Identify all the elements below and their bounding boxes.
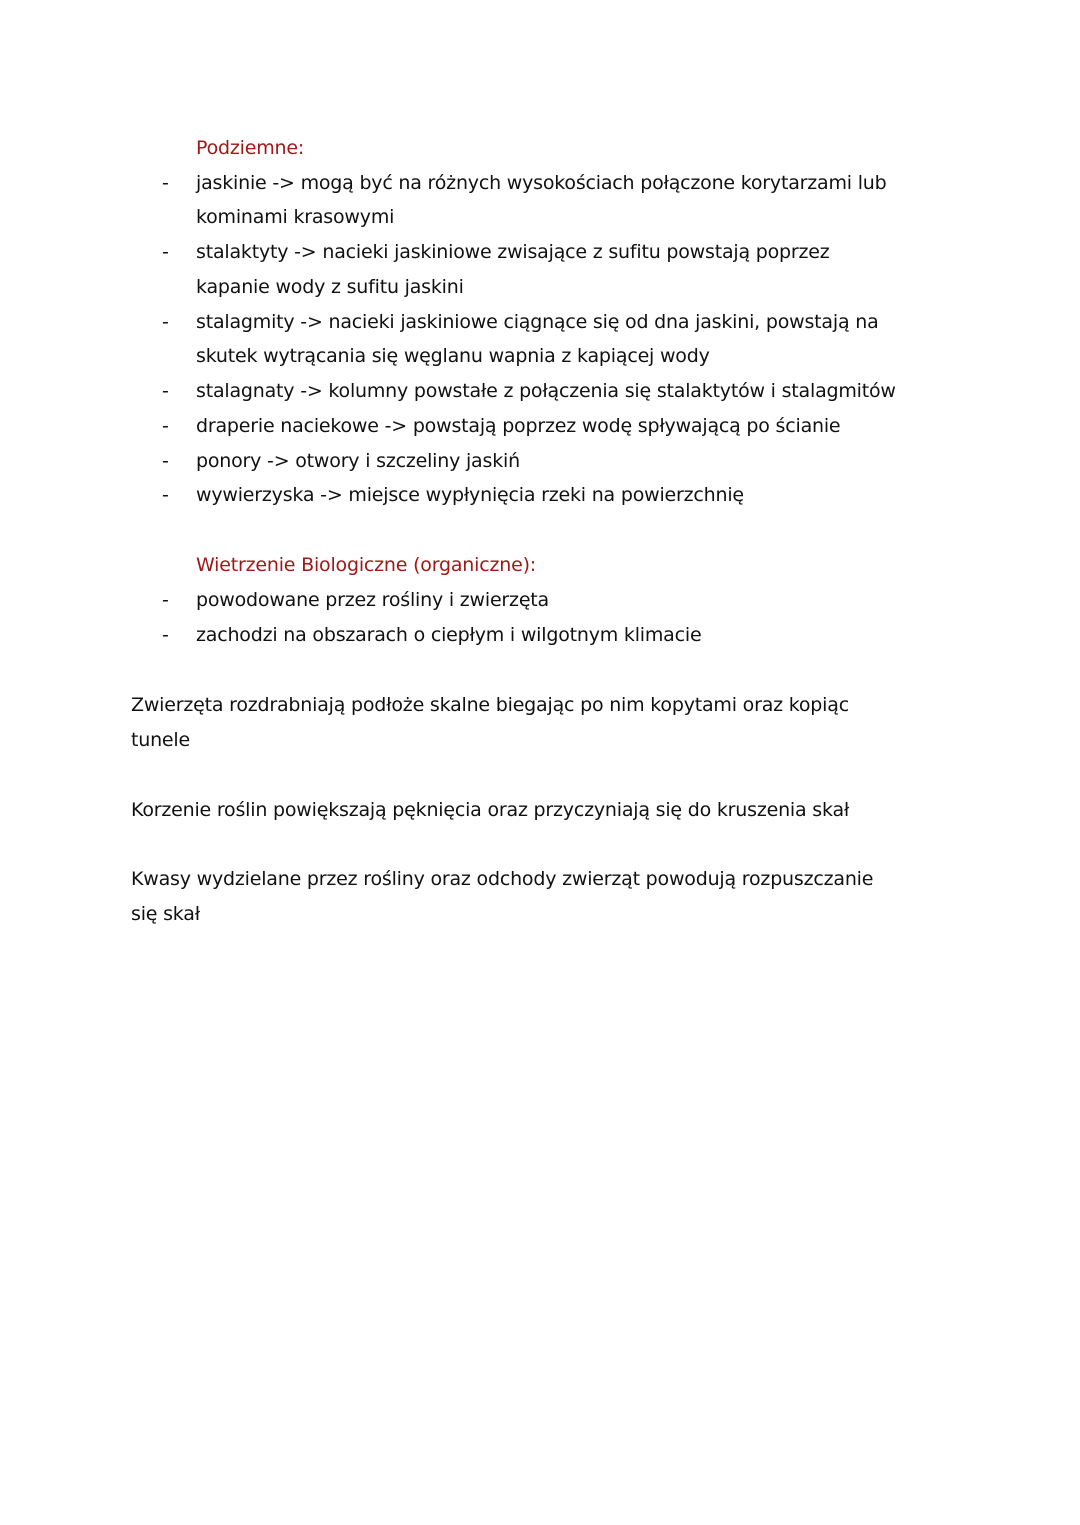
list-item: powodowane przez rośliny i zwierzęta (196, 589, 550, 611)
list-item: ponory -> otwory i szczeliny jaskiń (196, 450, 520, 472)
list-item: stalagmity -> nacieki jaskiniowe ciągnące się od dna jaskini, powstają na (196, 311, 879, 333)
list-item: jaskinie -> mogą być na różnych wysokościach połączone korytarzami lub (196, 172, 887, 194)
paragraph: Zwierzęta rozdrabniają podłoże skalne biegając po nim kopytami oraz kopiąc (131, 694, 849, 716)
bullet: - (162, 380, 169, 402)
section-heading-wietrzenie-biologiczne: Wietrzenie Biologiczne (organiczne): (196, 554, 536, 576)
bullet: - (162, 450, 169, 472)
list-item-continuation: kapanie wody z sufitu jaskini (196, 276, 464, 298)
list-item: stalagnaty -> kolumny powstałe z połączenia się stalaktytów i stalagmitów (196, 380, 896, 402)
bullet: - (162, 311, 169, 333)
bullet: - (162, 589, 169, 611)
paragraph: Korzenie roślin powiększają pęknięcia oraz przyczyniają się do kruszenia skał (131, 799, 850, 821)
bullet: - (162, 484, 169, 506)
list-item-continuation: kominami krasowymi (196, 206, 395, 228)
list-item: stalaktyty -> nacieki jaskiniowe zwisające z sufitu powstają poprzez (196, 241, 830, 263)
list-item: wywierzyska -> miejsce wypłynięcia rzeki na powierzchnię (196, 484, 744, 506)
paragraph: Kwasy wydzielane przez rośliny oraz odchody zwierząt powodują rozpuszczanie (131, 868, 874, 890)
list-item: draperie naciekowe -> powstają poprzez wodę spływającą po ścianie (196, 415, 841, 437)
bullet: - (162, 172, 169, 194)
list-item: zachodzi na obszarach o ciepłym i wilgotnym klimacie (196, 624, 702, 646)
paragraph-continuation: się skał (131, 903, 200, 925)
bullet: - (162, 415, 169, 437)
paragraph-continuation: tunele (131, 729, 190, 751)
bullet: - (162, 241, 169, 263)
section-heading-podziemne: Podziemne: (196, 137, 305, 159)
list-item-continuation: skutek wytrącania się węglanu wapnia z kapiącej wody (196, 345, 710, 367)
bullet: - (162, 624, 169, 646)
